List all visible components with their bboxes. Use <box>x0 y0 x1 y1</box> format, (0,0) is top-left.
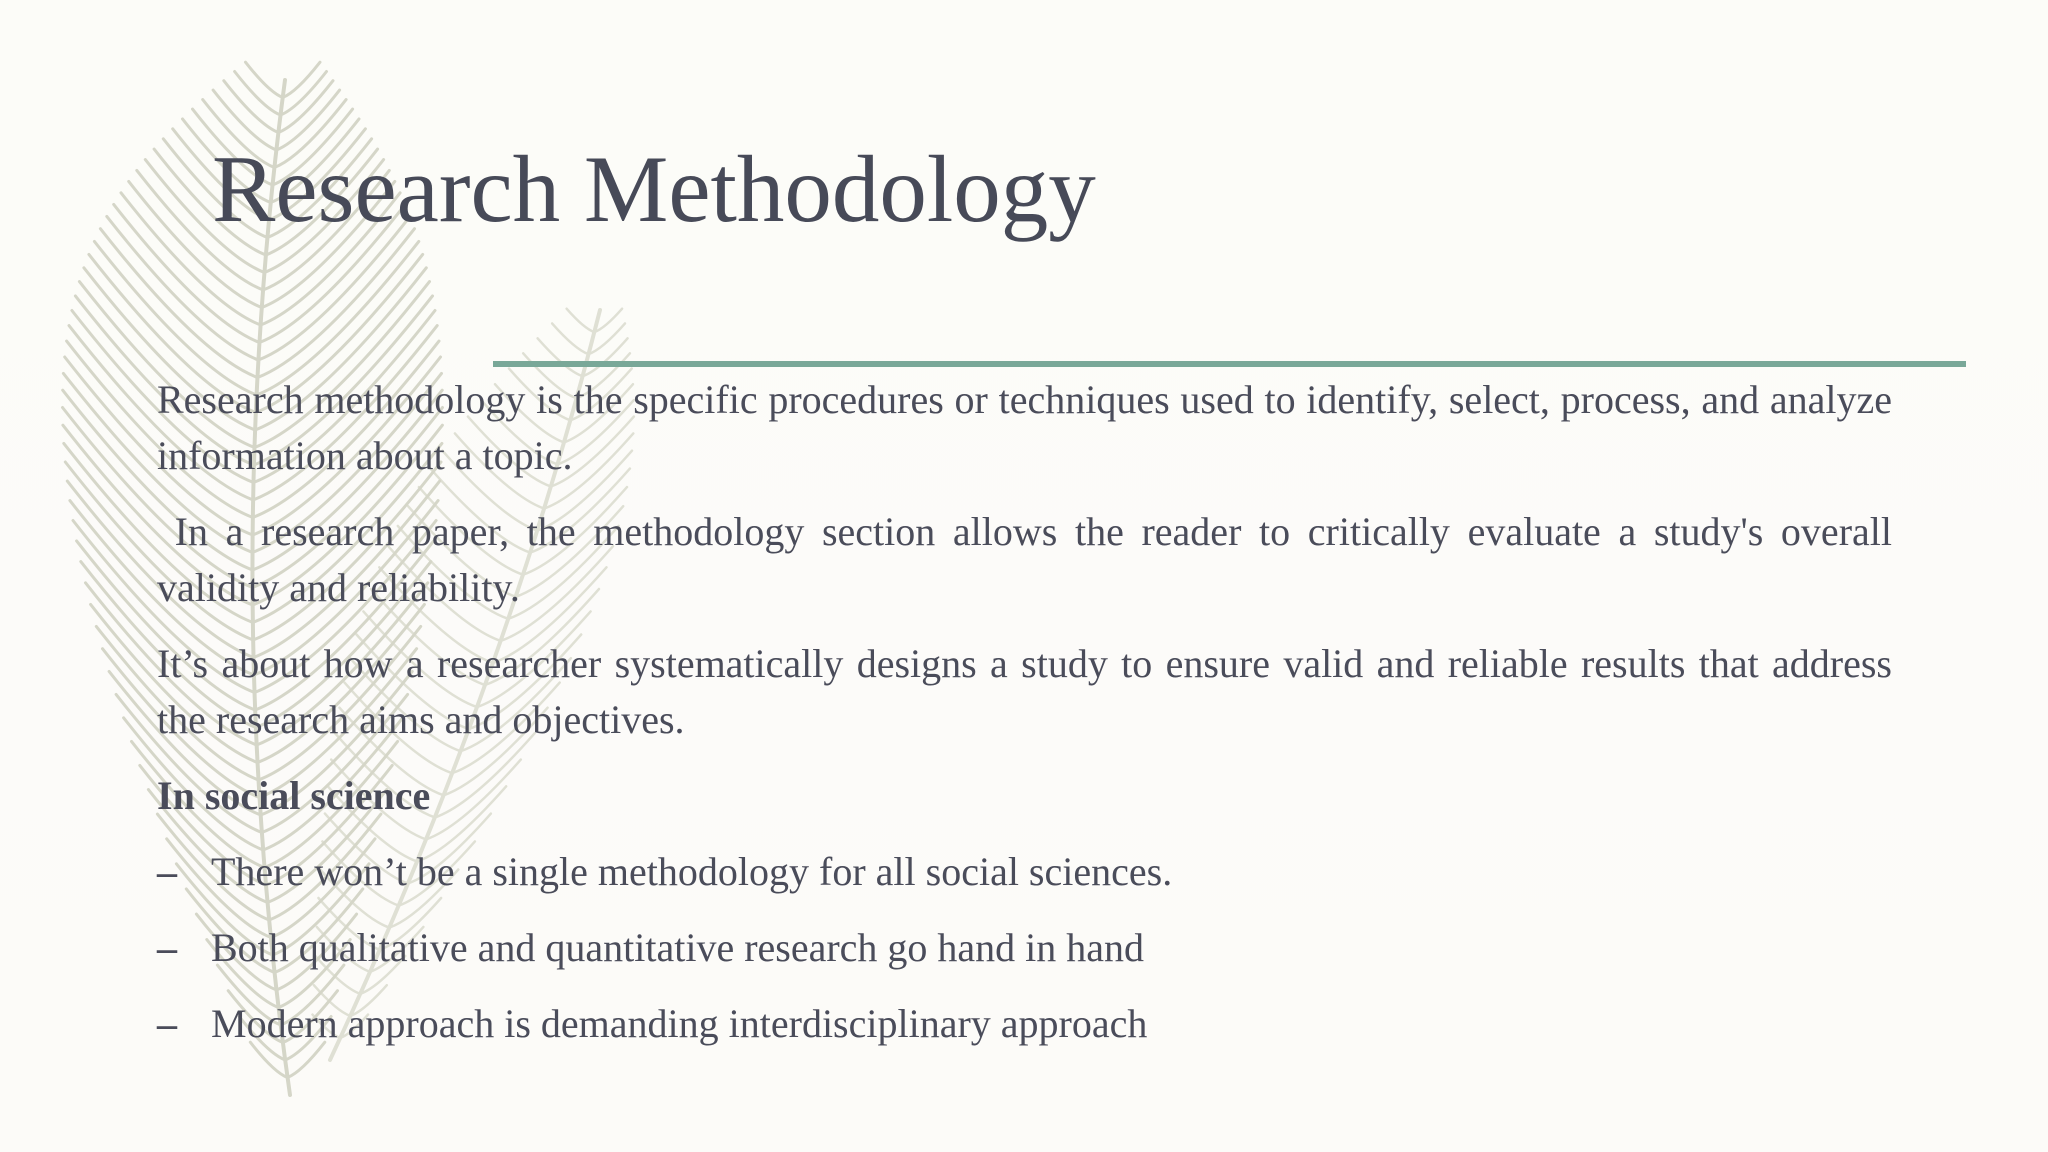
research-paper-paragraph: In a research paper, the methodology section allows the reader to critically evaluate a study's overall validity and reliability. <box>157 509 1902 610</box>
bullet-item <box>157 920 1892 976</box>
dash-bullet-icon: – <box>157 849 177 894</box>
slide-title: Research Methodology <box>212 136 1096 242</box>
bullet-item <box>157 844 1892 900</box>
systematic-design-paragraph: It’s about how a researcher systematically designs a study to ensure valid and reliable results that address the research aims and objectives. <box>157 641 1892 742</box>
bullet-text: There won’t be a single methodology for all social sciences. <box>211 849 1173 894</box>
title-underline-divider <box>493 361 1966 367</box>
social-science-heading: In social science <box>157 773 431 818</box>
bullet-text: Modern approach is demanding interdisciplinary approach <box>211 1001 1148 1046</box>
dash-bullet-icon: – <box>157 1001 177 1046</box>
bullet-text: Both qualitative and quantitative research go hand in hand <box>211 925 1145 970</box>
dash-bullet-icon: – <box>157 925 177 970</box>
bullet-item <box>157 996 1892 1052</box>
definition-paragraph: Research methodology is the specific procedures or techniques used to identify, select, process, and analyze information about a topic. <box>157 377 1892 478</box>
body-content <box>157 372 1902 1072</box>
